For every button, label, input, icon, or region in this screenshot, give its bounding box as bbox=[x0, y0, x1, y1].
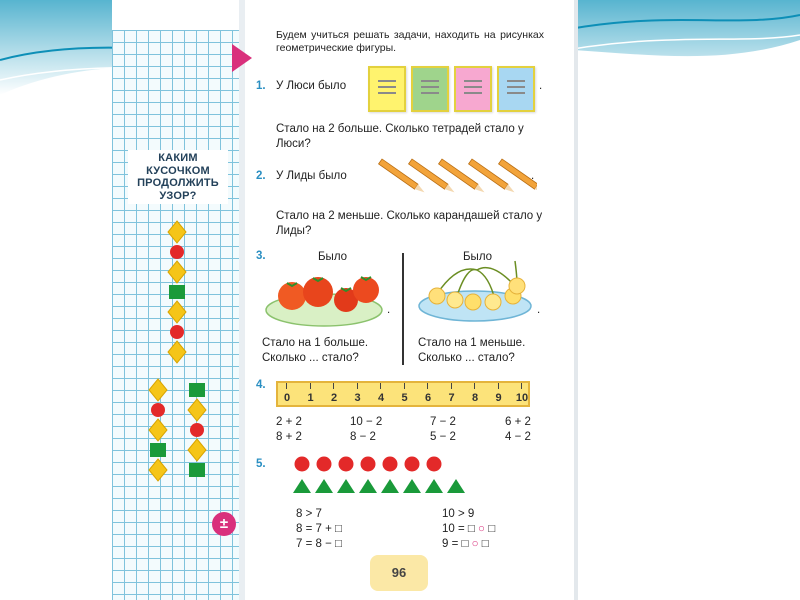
ruler-number: 0 bbox=[283, 392, 291, 404]
number-ruler bbox=[276, 381, 530, 407]
task-question: Стало на 1 меньше. Сколько ... стало? bbox=[418, 337, 526, 364]
plus-minus-icon: ± bbox=[212, 512, 236, 536]
square-shape bbox=[189, 383, 205, 397]
ruler-number: 2 bbox=[330, 392, 338, 404]
notebook-line bbox=[421, 92, 439, 94]
comparison-row: 8 = 7 + □ bbox=[296, 523, 342, 535]
green-triangle bbox=[403, 479, 421, 493]
pattern-figures bbox=[112, 0, 239, 600]
square-shape bbox=[169, 285, 185, 299]
page-number: 96 bbox=[370, 555, 428, 591]
red-circle bbox=[295, 457, 310, 472]
ruler-number: 6 bbox=[424, 392, 432, 404]
notebook-line bbox=[421, 86, 439, 88]
diamond-shape bbox=[149, 419, 167, 441]
sidebar-title-line: УЗОР? bbox=[159, 189, 197, 202]
comparison-row: 10 = □ ○ □ bbox=[442, 523, 496, 535]
task-number: 4. bbox=[256, 379, 266, 391]
diamond-shape bbox=[188, 439, 206, 461]
circle-shape bbox=[151, 403, 165, 417]
diamond-shape bbox=[168, 221, 186, 243]
ruler-tick bbox=[310, 383, 311, 389]
notebook-line bbox=[378, 86, 396, 88]
intro-text: Будем учиться решать задачи, находить на рисунках геометрические фигуры. bbox=[276, 29, 544, 54]
ruler-number: 8 bbox=[471, 392, 479, 404]
notebook-line bbox=[464, 80, 482, 82]
expression: 5 − 2 bbox=[430, 431, 456, 443]
red-circle bbox=[405, 457, 420, 472]
notebook-line bbox=[507, 92, 525, 94]
red-circle bbox=[383, 457, 398, 472]
tomatoes-plate-illustration bbox=[262, 262, 392, 330]
notebook-icon bbox=[497, 66, 535, 112]
comparison-row: 9 = □ ○ □ bbox=[442, 538, 489, 550]
task-question: Стало на 2 меньше. Сколько карандашей стало у Лиды? bbox=[276, 210, 543, 237]
task-text: У Лиды было bbox=[276, 170, 347, 182]
task-number: 3. bbox=[256, 250, 266, 262]
ruler-tick bbox=[380, 383, 381, 389]
page-shadow bbox=[574, 0, 578, 600]
sidebar-title-line: КУСОЧКОМ bbox=[146, 164, 210, 177]
diamond-shape bbox=[188, 399, 206, 421]
expression: 2 + 2 bbox=[276, 416, 302, 428]
page-divider bbox=[239, 0, 245, 600]
green-triangle bbox=[447, 479, 465, 493]
expression: 10 − 2 bbox=[350, 416, 383, 428]
diamond-shape bbox=[168, 341, 186, 363]
picture-label: Было bbox=[318, 251, 348, 263]
red-circle bbox=[317, 457, 332, 472]
ruler-tick bbox=[427, 383, 428, 389]
pencils-illustration bbox=[372, 155, 537, 205]
ruler-number: 5 bbox=[401, 392, 408, 404]
red-circle bbox=[339, 457, 354, 472]
cherries-plate-illustration bbox=[417, 256, 537, 326]
green-triangle bbox=[337, 479, 355, 493]
task-end: . bbox=[539, 80, 543, 92]
task-end: . bbox=[531, 170, 535, 182]
circle-shape bbox=[170, 325, 184, 339]
notebook-line bbox=[421, 80, 439, 82]
ruler-number: 1 bbox=[307, 392, 314, 404]
notebook-line bbox=[464, 86, 482, 88]
notebook-line bbox=[378, 92, 396, 94]
circle-shape bbox=[170, 245, 184, 259]
ruler-number: 3 bbox=[354, 392, 361, 404]
expression: 6 + 2 bbox=[505, 416, 531, 428]
ruler-number: 10 bbox=[515, 392, 529, 404]
expression: 8 − 2 bbox=[350, 431, 376, 443]
green-triangle bbox=[315, 479, 333, 493]
ruler-tick bbox=[404, 383, 405, 389]
task-text: У Люси было bbox=[276, 80, 347, 92]
column-divider bbox=[402, 253, 404, 365]
ruler-number: 9 bbox=[495, 392, 502, 404]
green-triangle bbox=[381, 479, 399, 493]
notebook-line bbox=[464, 92, 482, 94]
comparison-row: 7 = 8 − □ bbox=[296, 538, 342, 550]
square-shape bbox=[189, 463, 205, 477]
sidebar-title-line: ПРОДОЛЖИТЬ bbox=[137, 177, 219, 189]
ruler-tick bbox=[333, 383, 334, 389]
notebook-icon bbox=[368, 66, 406, 112]
comparison-row: 10 > 9 bbox=[442, 508, 475, 520]
circles-triangles-figures bbox=[290, 452, 470, 498]
red-circle bbox=[361, 457, 376, 472]
comparison-row: 8 > 7 bbox=[296, 508, 322, 520]
ruler-tick bbox=[451, 383, 452, 389]
diamond-shape bbox=[149, 459, 167, 481]
ruler-tick bbox=[357, 383, 358, 389]
task-number: 5. bbox=[256, 458, 266, 470]
task-end: . bbox=[537, 304, 541, 316]
ruler-tick bbox=[474, 383, 475, 389]
expression: 4 − 2 bbox=[505, 431, 531, 443]
notebook-line bbox=[507, 80, 525, 82]
pointer-arrow-icon bbox=[232, 44, 252, 72]
notebook-line bbox=[378, 80, 396, 82]
notebook-icon bbox=[454, 66, 492, 112]
diamond-shape bbox=[149, 379, 167, 401]
ruler-number: 4 bbox=[377, 392, 385, 404]
diamond-shape bbox=[168, 301, 186, 323]
task-question: Стало на 1 больше. Сколько ... стало? bbox=[262, 337, 369, 364]
task-number: 1. bbox=[256, 80, 266, 92]
task-end: . bbox=[387, 304, 391, 316]
notebook-line bbox=[507, 86, 525, 88]
diamond-shape bbox=[168, 261, 186, 283]
task-number: 2. bbox=[256, 170, 266, 182]
red-circle bbox=[427, 457, 442, 472]
green-triangle bbox=[359, 479, 377, 493]
green-triangle bbox=[293, 479, 311, 493]
ruler-number: 7 bbox=[448, 392, 455, 404]
ruler-tick bbox=[521, 383, 522, 389]
picture-label: Было bbox=[463, 251, 493, 263]
notebook-icon bbox=[411, 66, 449, 112]
ruler-tick bbox=[498, 383, 499, 389]
circle-shape bbox=[190, 423, 204, 437]
expression: 7 − 2 bbox=[430, 416, 456, 428]
task-question: Стало на 2 больше. Сколько тетрадей стало у Люси? bbox=[276, 123, 524, 150]
ruler-tick bbox=[286, 383, 287, 389]
green-triangle bbox=[425, 479, 443, 493]
square-shape bbox=[150, 443, 166, 457]
sidebar-title-line: КАКИМ bbox=[158, 152, 198, 164]
expression: 8 + 2 bbox=[276, 431, 302, 443]
